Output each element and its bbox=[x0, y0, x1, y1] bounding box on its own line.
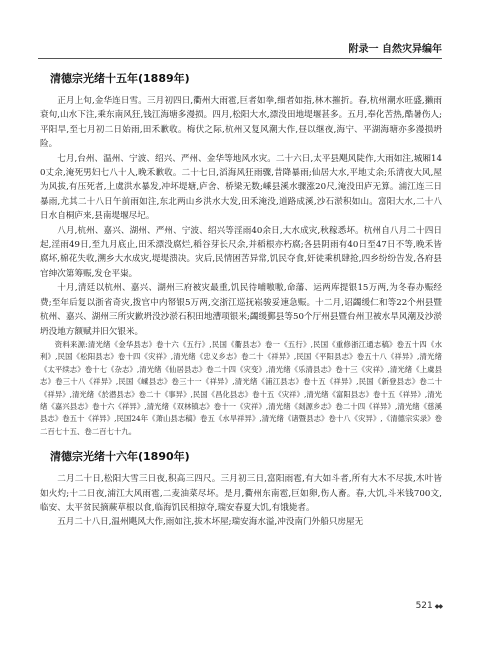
paragraph: 八月,杭州、嘉兴、湖州、严州、宁波、绍兴等淫雨40余日,大水成灾,秋稼悉坏。杭州自八月二十四日起,淫雨49日,至九月底止,田禾漂没腐烂,稻谷芽长尺余,并稻根亦朽腐;各县阴雨有40日至47日不等,晚禾皆腐坏,棉花失收,溯乡大水成灾,堤堤溃决。灾后,民情困苦异常,饥民夺食,奸徒乘机肆抢,四乡纷纷告发,各府县官绅次第筹赈,发仓平粜。 bbox=[40, 225, 442, 279]
paragraph: 正月上旬,金华连日雪。三月初四日,衢州大雨雹,巨者如拳,细者如指,林木摧折。春,杭州潮水旺盛,獭雨衰旬,山水下注,乘东南风狂,钱江海塘多漫损。四月,松阳大水,漂没田地堤堰甚多。五月,奉化苦热,酷暑伤人;平阳旱,至七月初二日始雨,田禾歉收。梅伏之际,杭州又复风潮大作,昼以继夜,海宁、平湖海塘亦多漫损坍险。 bbox=[40, 96, 442, 150]
paragraph: 二月二十日,松阳大雪三日夜,积高三四尺。三月初三日,富阳雨雹,有大如斗者,所有大木不尽拔,木叶皆如火灼;十二日夜,浦江大风雨雹,二麦油菜尽坏。是月,衢州东南雹,巨如卵,伤人畜。春,大饥,斗米钱700文,临安、太平贫民摘蕨草根以食,临海饥民相掠夺,瑞安春夏大饥,有饿毙者。 bbox=[40, 474, 442, 513]
sources-paragraph: 资料来源:清光绪《金华县志》卷十六《五行》,民国《衢县志》卷一《五行》,民国《重修浙江通志稿》卷五十四《水利》,民国《松阳县志》卷十四《灾祥》,清光绪《忠义乡志》卷二十《祥异》,民国《平阳县志》卷五十八《祥异》,清光绪《太平续志》卷十七《杂志》,清光绪《仙居县志》卷二十四《灾变》,清光绪《乐清县志》卷十三《灾祥》,清光绪《上虞县志》卷三十八《祥异》,民国《嵊县志》卷三十一《祥异》,清光绪《浦江县志》卷十五《祥异》,民国《新登县志》卷二十《祥异》,清光绪《於潜县志》卷二十《事异》,民国《昌化县志》卷十五《灾祥》,清光绪《富阳县志》卷十五《祥异》,清光绪《嘉兴县志》卷十六《祥异》,清光绪《双林镇志》卷十一《灾祥》,清光绪《剡源乡志》卷二十四《祥异》,清光绪《慈溪县志》卷五十《祥异》,民国24年《萧山县志稿》卷五《水旱祥异》,清光绪《诸暨县志》卷十八《灾异》,《清德宗实录》卷二百七十五、卷二百七十九。 bbox=[40, 339, 442, 436]
header-rule bbox=[38, 58, 442, 59]
paragraph: 十月,清廷以杭州、嘉兴、湖州三府被灾最重,饥民待哺嗷嗷,命藩、运两库提银15万两,为冬春办赈经费;至年后复以浙省奇灾,拨官中内帑银5万两,交浙江巡抚崧骏妥速急赈。十二月,诏蠲缓仁和等22个州县暨杭州、嘉兴、湖州三所灾歉坍没沙淤石积田地漕项银米;蠲缓鄞县等50个厅州县暨台州卫被水旱风潮及沙淤坍没地方额赋并旧欠银米。 bbox=[40, 283, 442, 337]
page-number-marks: ◆◆ bbox=[434, 603, 442, 610]
page-content bbox=[40, 70, 442, 530]
running-header: 附录一 自然灾异编年 bbox=[348, 44, 442, 55]
paragraph: 五月二十八日,温州飓风大作,雨如注,拔木坏屋;瑞安海水溢,冲没南门外船只房屋无 bbox=[57, 517, 364, 528]
page-number-text: 521 bbox=[415, 601, 433, 611]
section-title: 清德宗光绪十六年(1890年) bbox=[50, 450, 190, 464]
page-number bbox=[416, 601, 442, 611]
paragraph: 七月,台州、温州、宁波、绍兴、严州、金华等地风水灾。二十六日,太平县飓风陡作,大雨如注,城厢140丈余,淹死男妇七八十人,晚禾歉收。二十七日,滔海风狂雨骤,昔降暴雨;仙居大水,平地丈余;乐清夜大风,屋为风拔,有压死者,上虞洪水暴发,冲坏堤塘,庐舍、桥梁无数;嵊县溪水骤涨20尺,淹没田庐无算。浦江连三日暴雨,尤其二十八日午前雨如注,东北两山乡洪水大发,田禾淹没,道路成溪,沙石淤积如山。富阳大水,二十八日水自桐庐来,县南堤堰尽圮。 bbox=[40, 153, 442, 222]
section-title: 清德宗光绪十五年(1889年) bbox=[50, 72, 190, 85]
